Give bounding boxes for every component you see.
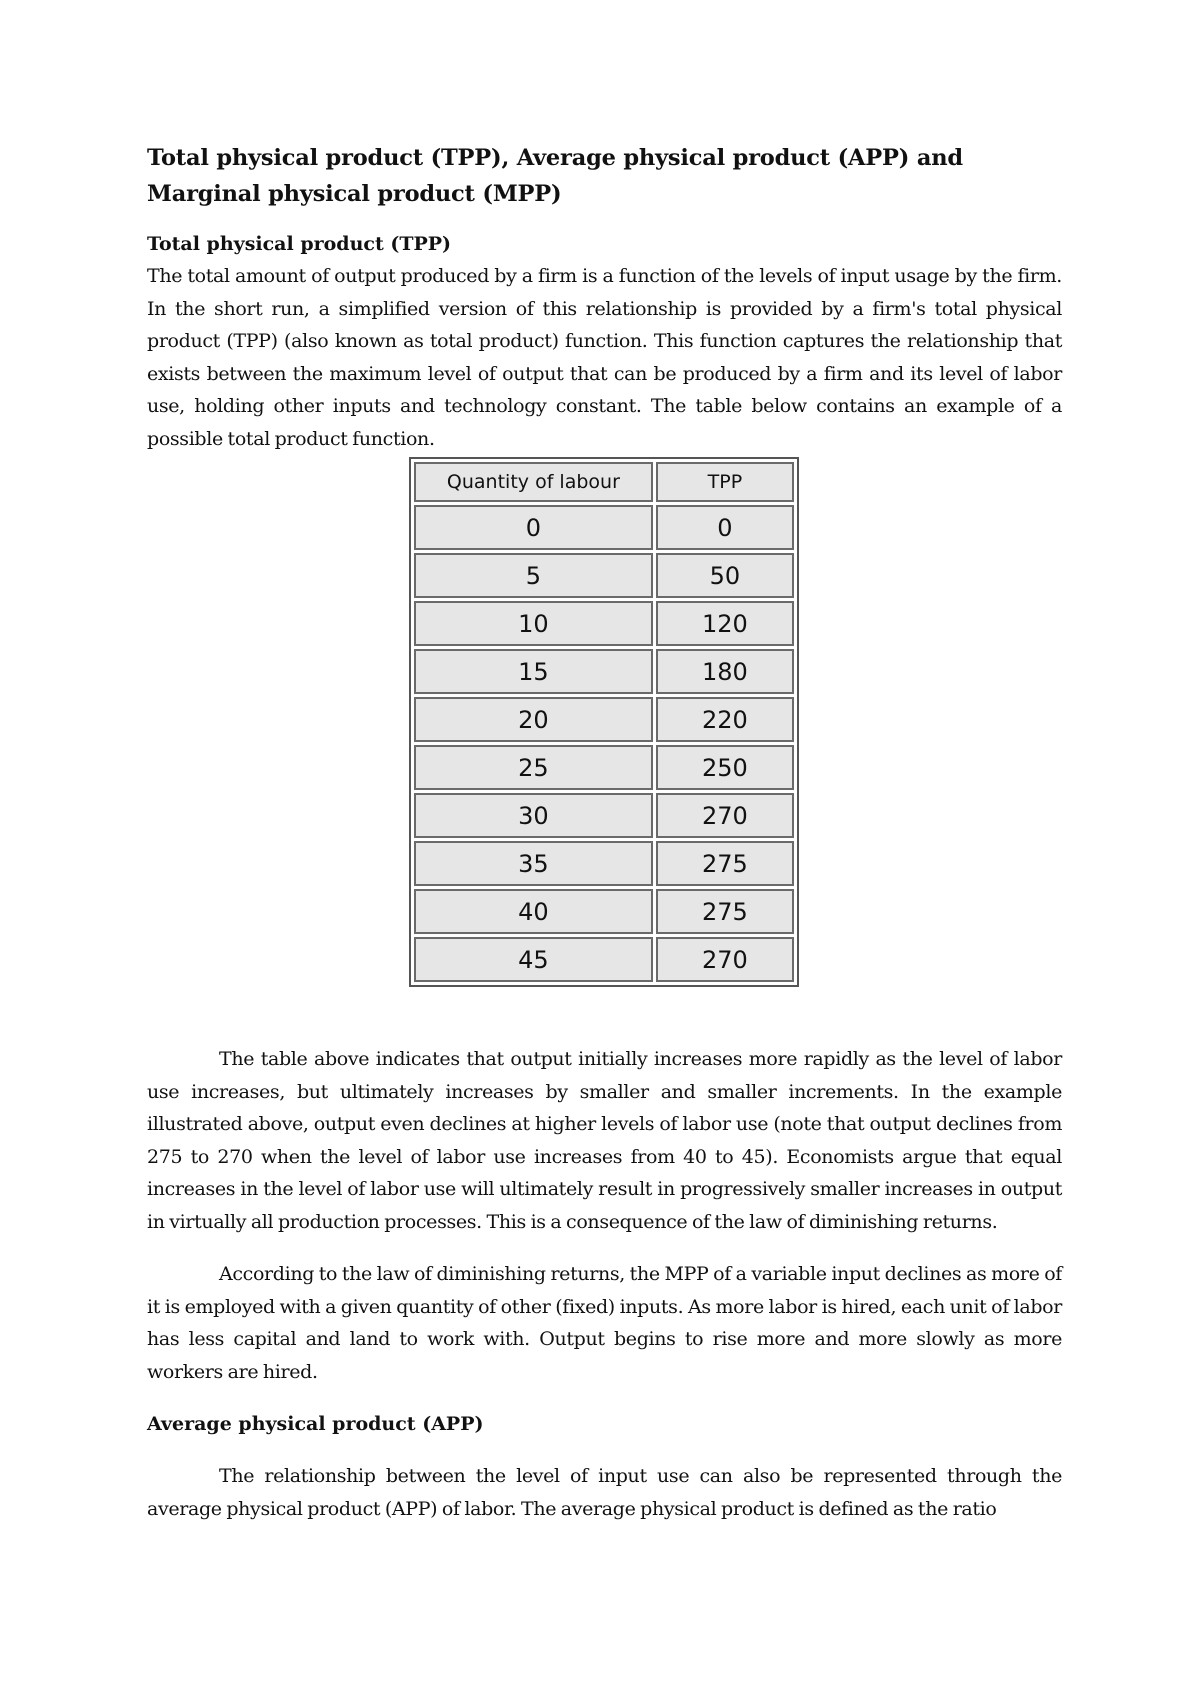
paragraph-diminishing-returns: According to the law of diminishing returns, the MPP of a variable input declines as more of it is employed with a given quantity of other (fixed) inputs. As more labor is hired, each unit of labor has less capital and land to work with. Output begins to rise more and more slowly as more workers are hired. [147, 1263, 1062, 1383]
spacer [147, 1440, 1062, 1460]
labour-cell: 25 [414, 745, 653, 790]
table-row [414, 793, 794, 838]
labour-cell: 5 [414, 553, 653, 598]
labour-cell: 0 [414, 505, 653, 550]
labour-cell: 20 [414, 697, 653, 742]
table-row [414, 553, 794, 598]
labour-cell: 30 [414, 793, 653, 838]
table-row [414, 601, 794, 646]
tpp-cell: 270 [656, 937, 794, 982]
paragraph-table-explanation: The table above indicates that output initially increases more rapidly as the level of labor use increases, but ultimately increases by smaller and smaller increments. In the example illustrated above, output even declines at higher levels of labor use (note that output declines from 275 to 270 when the level of labor use increases from 40 to 45). Economists argue that equal increases in the level of labor use will ultimately result in progressively smaller increases in output in virtually all production processes. This is a consequence of the law of diminishing returns. [147, 1048, 1062, 1233]
spacer [147, 1238, 1062, 1258]
tpp-cell: 0 [656, 505, 794, 550]
tpp-cell: 50 [656, 553, 794, 598]
labour-cell: 40 [414, 889, 653, 934]
spacer [147, 987, 1062, 1043]
tpp-table [409, 457, 799, 987]
document-page [147, 140, 1062, 1525]
header-quantity-of-labour: Quantity of labour [414, 462, 653, 502]
labour-cell: 45 [414, 937, 653, 982]
tpp-table-container [409, 457, 799, 987]
heading-tpp: Total physical product (TPP) [147, 233, 452, 255]
tpp-cell: 180 [656, 649, 794, 694]
table-row [414, 649, 794, 694]
document-title [147, 140, 1062, 212]
table-row [414, 697, 794, 742]
title-line-1: Total physical product (TPP), Average physical product (APP) and [147, 145, 963, 171]
table-row [414, 889, 794, 934]
paragraph-app: The relationship between the level of input use can also be represented through the average physical product (APP) of labor. The average physical product is defined as the ratio [147, 1465, 1062, 1520]
labour-cell: 15 [414, 649, 653, 694]
tpp-cell: 250 [656, 745, 794, 790]
table-row [414, 937, 794, 982]
labour-cell: 35 [414, 841, 653, 886]
labour-cell: 10 [414, 601, 653, 646]
table-row [414, 841, 794, 886]
tpp-cell: 275 [656, 841, 794, 886]
tpp-cell: 270 [656, 793, 794, 838]
heading-app: Average physical product (APP) [147, 1413, 484, 1435]
header-tpp: TPP [656, 462, 794, 502]
title-line-2: Marginal physical product (MPP) [147, 181, 562, 207]
paragraph-tpp: The total amount of output produced by a firm is a function of the levels of input usage by the firm. In the short run, a simplified version of this relationship is provided by a firm's total physical product (TPP) (also known as total product) function. This function captures the relationship that exists between the maximum level of output that can be produced by a firm and its level of labor use, holding other inputs and technology constant. The table below contains an example of a possible total product function. [147, 265, 1062, 450]
tpp-cell: 120 [656, 601, 794, 646]
table-row [414, 505, 794, 550]
table-header-row [414, 462, 794, 502]
tpp-cell: 275 [656, 889, 794, 934]
table-row [414, 745, 794, 790]
tpp-cell: 220 [656, 697, 794, 742]
spacer [147, 1388, 1062, 1408]
